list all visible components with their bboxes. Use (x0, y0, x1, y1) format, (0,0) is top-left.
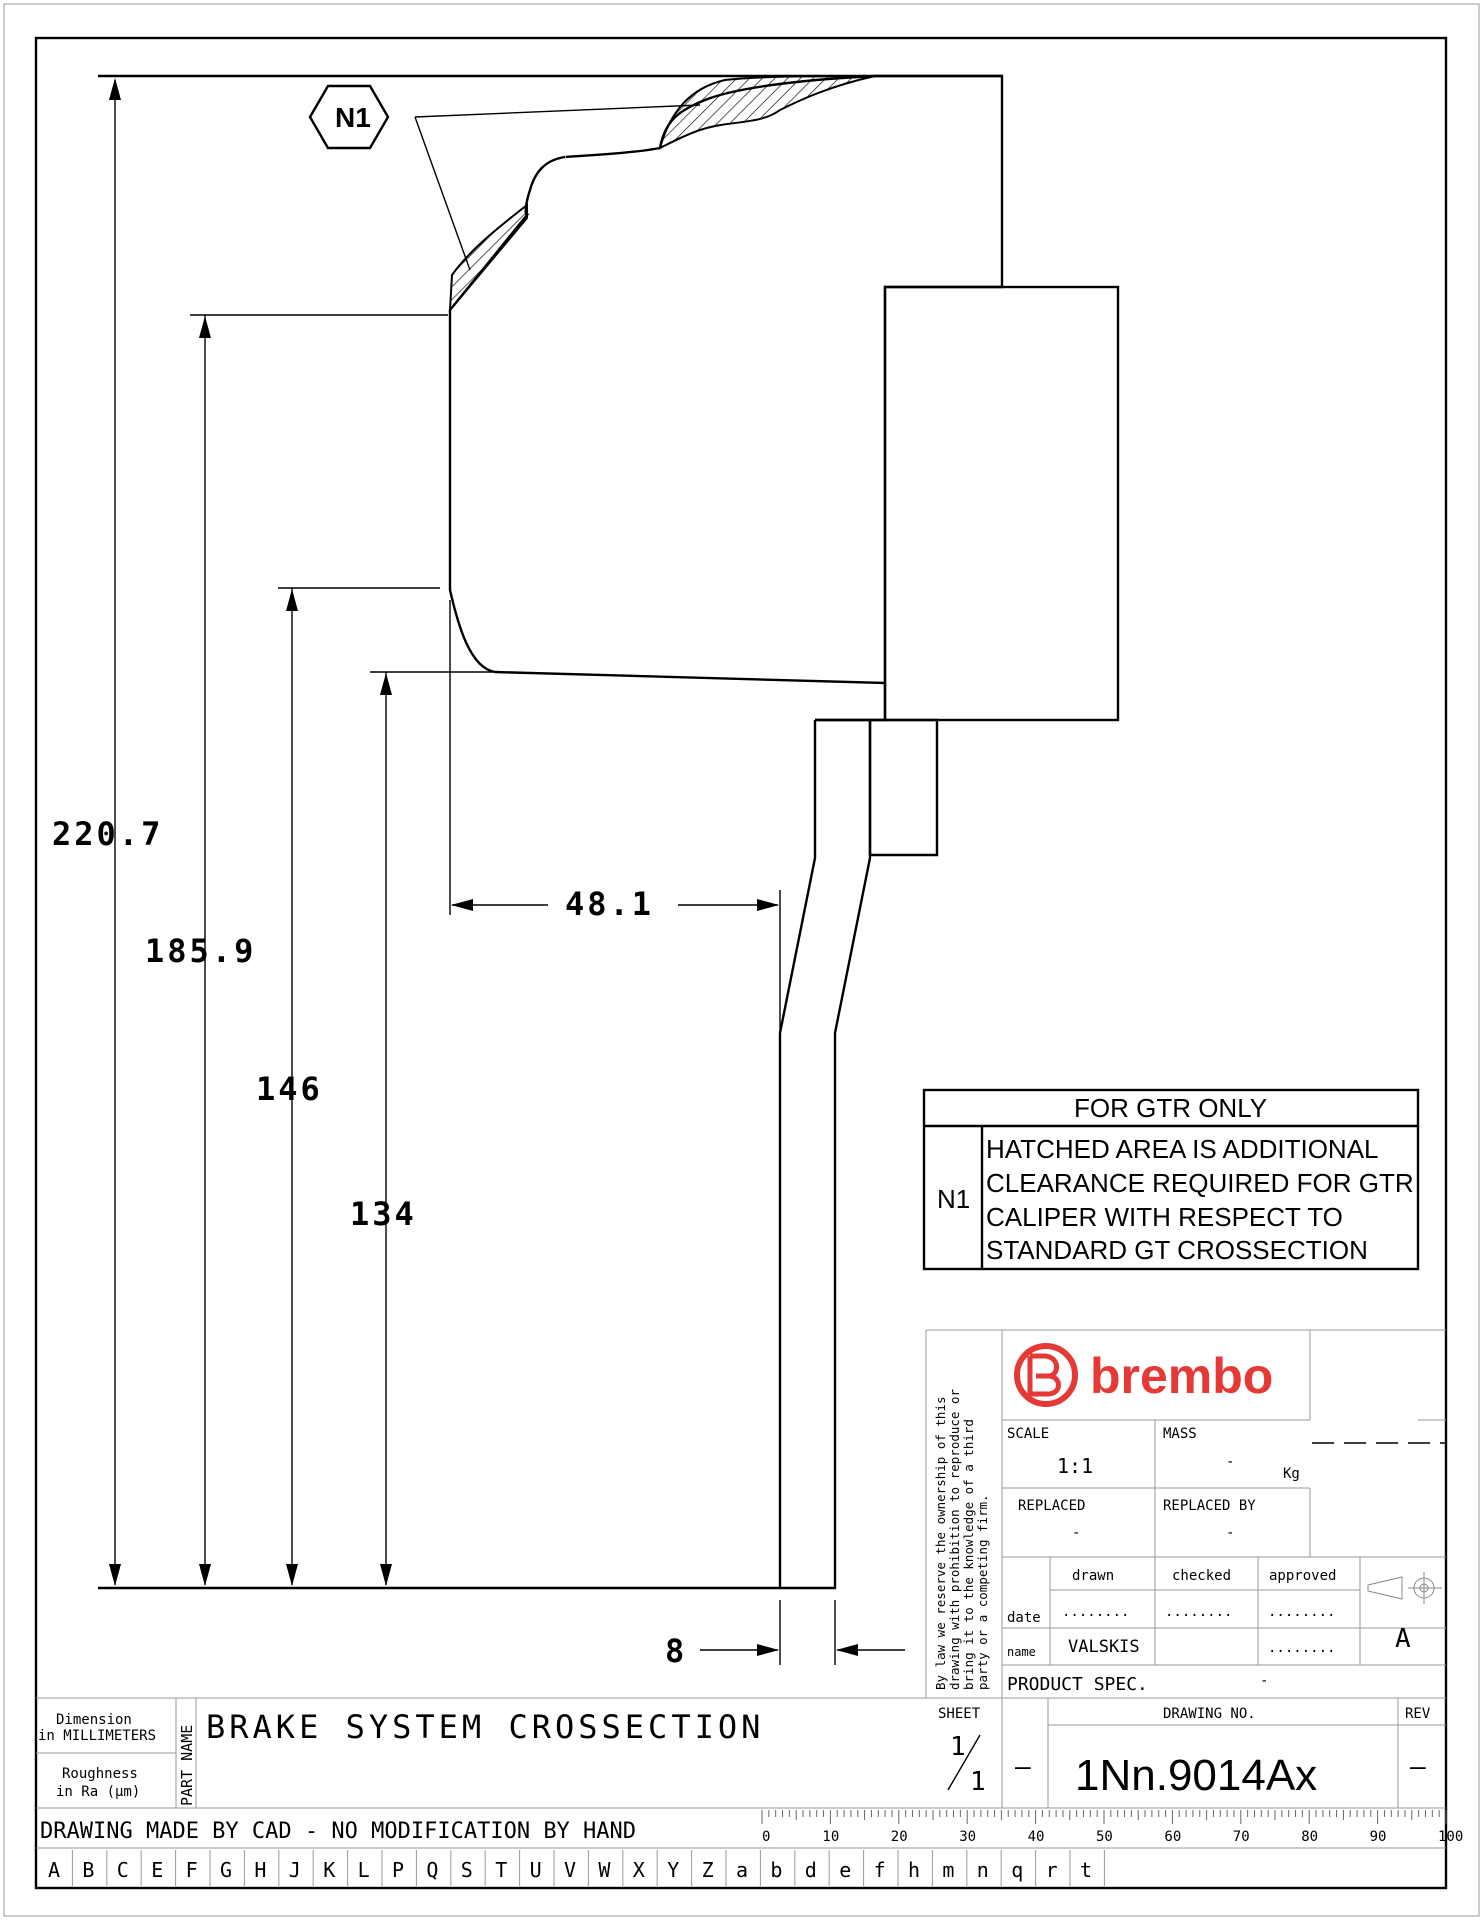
hatched-area-top (660, 76, 875, 148)
replaced-by-label: REPLACED BY (1163, 1498, 1256, 1514)
svg-text:party or a competing firm.: party or a competing firm. (975, 1494, 990, 1690)
letter-cell: Q (426, 1858, 439, 1882)
format-letter: A (1395, 1624, 1411, 1654)
replaced-value: - (1072, 1525, 1081, 1541)
dim-offset: 48.1 (565, 885, 655, 923)
letter-cell: e (839, 1858, 852, 1882)
sheet-total: 1 (970, 1767, 986, 1797)
brembo-logo (1017, 1346, 1075, 1404)
letter-cell: H (254, 1858, 267, 1882)
ruler-tick-label: 20 (890, 1829, 908, 1845)
svg-text:drawing with prohibition to re: drawing with prohibition to reproduce or (947, 1388, 962, 1690)
name-drawn: VALSKIS (1068, 1637, 1140, 1657)
ruler-tick-label: 50 (1096, 1829, 1113, 1845)
letter-cell: Y (667, 1858, 680, 1882)
rev-value: — (1410, 1752, 1426, 1782)
note-table-header: FOR GTR ONLY (1074, 1093, 1268, 1123)
mass-value: - (1226, 1454, 1235, 1470)
name-label: name (1007, 1645, 1036, 1659)
note-line-2: CLEARANCE REQUIRED FOR GTR (986, 1168, 1414, 1198)
crossection-geometry (98, 76, 1118, 1588)
dimension-lines (109, 78, 905, 1665)
ruler-tick-label: 90 (1369, 1829, 1387, 1845)
dimension-label-1: Dimension (56, 1712, 132, 1728)
dim-thickness: 8 (665, 1632, 688, 1670)
letter-cell: E (151, 1858, 164, 1882)
approved-label: approved (1269, 1568, 1337, 1584)
letter-cell: G (220, 1858, 233, 1882)
projection-symbol-icon (1368, 1572, 1442, 1604)
drawn-label: drawn (1072, 1568, 1115, 1584)
note-line-3: CALIPER WITH RESPECT TO (986, 1202, 1343, 1232)
svg-text:By law we reserve the ownershi: By law we reserve the ownership of this (933, 1396, 948, 1690)
roughness-label-2: in Ra (µm) (56, 1784, 141, 1800)
date-approved: ........ (1268, 1604, 1336, 1620)
letter-cell: d (804, 1858, 817, 1882)
letter-cell: T (495, 1858, 508, 1882)
sheet-number: 1 (950, 1732, 966, 1762)
dim-overall-height: 220.7 (52, 815, 164, 853)
dim-height-4: 134 (350, 1195, 417, 1233)
date-checked: ........ (1165, 1604, 1233, 1620)
ruler-tick-label: 100 (1438, 1829, 1464, 1845)
legal-notice (933, 1389, 990, 1690)
ruler-tick-label: 0 (762, 1829, 771, 1845)
scale-label: SCALE (1007, 1426, 1050, 1442)
ruler-tick-label: 80 (1301, 1829, 1319, 1845)
roughness-label-1: Roughness (62, 1766, 138, 1782)
ruler-tick-label: 30 (959, 1829, 977, 1845)
note-line-1: HATCHED AREA IS ADDITIONAL (986, 1134, 1379, 1164)
note-tag-label: N1 (335, 102, 371, 133)
letter-cell: F (185, 1858, 198, 1882)
cad-note: DRAWING MADE BY CAD - NO MODIFICATION BY HAND (40, 1819, 637, 1844)
letter-cell: P (392, 1858, 405, 1882)
note-table-tag: N1 (937, 1184, 971, 1214)
scale-ruler (762, 1810, 1463, 1845)
svg-text:bring it to the knowledge of a: bring it to the knowledge of a third (961, 1419, 976, 1690)
letter-cell: C (116, 1858, 129, 1882)
letter-cell: f (873, 1858, 886, 1882)
product-spec-value: - (1260, 1673, 1269, 1689)
scale-value: 1:1 (1057, 1454, 1094, 1478)
ruler-tick-label: 10 (822, 1829, 840, 1845)
disc-profile (780, 720, 870, 1588)
hatched-area-side (450, 205, 527, 310)
caliper-block (885, 287, 1118, 720)
part-name-label (178, 1725, 196, 1806)
drawing-no-label: DRAWING NO. (1163, 1706, 1256, 1722)
hub-spacer (815, 683, 885, 720)
drawing-letter-row (48, 1850, 1104, 1886)
rev-label: REV (1405, 1706, 1431, 1722)
brand-name: brembo (1090, 1348, 1274, 1404)
sheet-label: SHEET (938, 1706, 981, 1722)
letter-cell: m (942, 1858, 955, 1882)
mass-label: MASS (1163, 1426, 1197, 1442)
part-name: BRAKE SYSTEM CROSSECTION (206, 1708, 765, 1746)
letter-cell: L (357, 1858, 370, 1882)
mass-unit: Kg (1283, 1466, 1300, 1482)
letter-cell: q (1011, 1858, 1024, 1882)
letter-cell: b (770, 1858, 783, 1882)
letter-cell: U (529, 1858, 542, 1882)
name-approved: ........ (1268, 1640, 1336, 1656)
letter-cell: t (1080, 1858, 1093, 1882)
dim-height-3: 146 (256, 1070, 323, 1108)
ruler-tick-label: 60 (1164, 1829, 1182, 1845)
ruler-tick-label: 70 (1232, 1829, 1250, 1845)
letter-cell: r (1045, 1858, 1058, 1882)
svg-text:PART NAME: PART NAME (178, 1724, 196, 1806)
product-spec-label: PRODUCT SPEC. (1007, 1674, 1148, 1695)
letter-cell: A (48, 1858, 61, 1882)
letter-cell: B (82, 1858, 95, 1882)
letter-cell: a (736, 1858, 749, 1882)
sheet-dash: — (1015, 1752, 1031, 1782)
letter-cell: n (976, 1858, 989, 1882)
letter-cell: K (323, 1858, 336, 1882)
letter-cell: Z (701, 1858, 714, 1882)
letter-cell: S (460, 1858, 473, 1882)
letter-cell: J (288, 1858, 301, 1882)
letter-cell: V (564, 1858, 577, 1882)
rim-profile (450, 76, 1002, 683)
letter-cell: h (908, 1858, 921, 1882)
checked-label: checked (1172, 1568, 1232, 1584)
letter-cell: X (632, 1858, 645, 1882)
date-drawn: ........ (1062, 1604, 1130, 1620)
ruler-tick-label: 40 (1027, 1829, 1045, 1845)
dimension-label-2: in MILLIMETERS (38, 1728, 157, 1744)
letter-cell: W (598, 1858, 611, 1882)
note-line-4: STANDARD GT CROSSECTION (986, 1235, 1368, 1265)
replaced-by-value: - (1226, 1525, 1235, 1541)
replaced-label: REPLACED (1018, 1498, 1086, 1514)
drawing-number: 1Nn.9014Ax (1075, 1751, 1318, 1800)
date-label: date (1007, 1610, 1041, 1626)
dim-height-2: 185.9 (145, 932, 257, 970)
